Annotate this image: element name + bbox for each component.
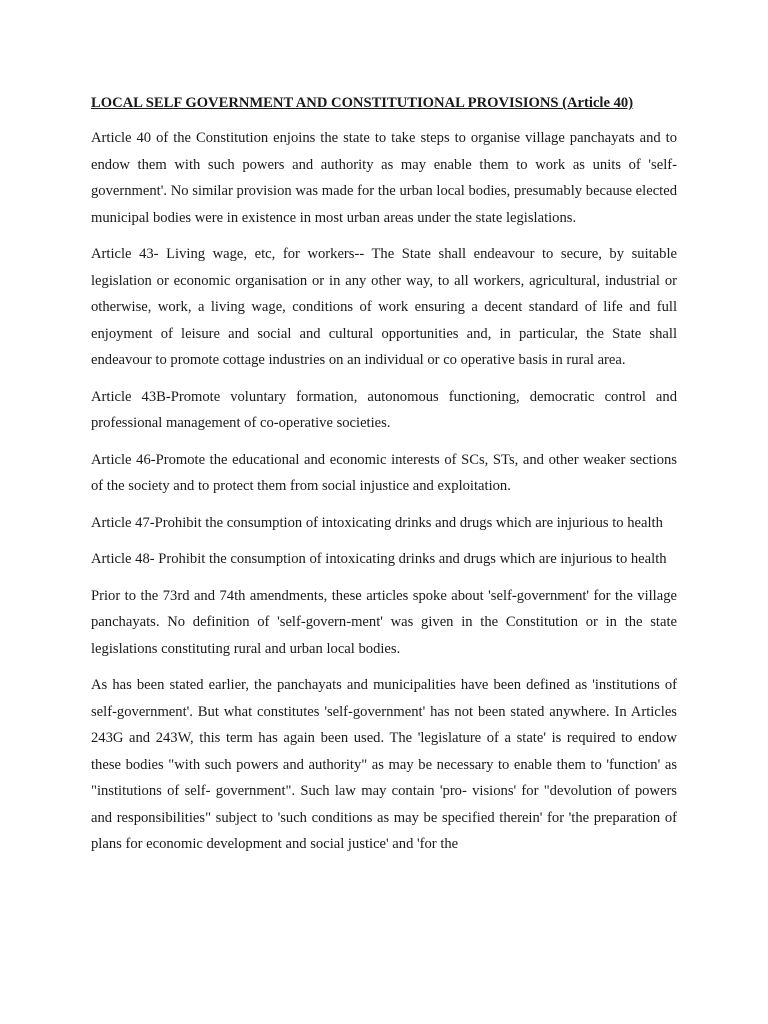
paragraph-article-40: Article 40 of the Constitution enjoins the state to take steps to organise village panchayats and to endow them with such powers and authority as may enable them to work as units of 'self-government'. No similar provision was made for the urban local bodies, presumably because elected municipal bodies were in existence in most urban areas under the state legislations. [91,130,677,226]
document-page [91,93,677,868]
document-title: LOCAL SELF GOVERNMENT AND CONSTITUTIONAL PROVISIONS (Article 40) [91,95,634,111]
paragraph-article-43b: Article 43B-Promote voluntary formation, autonomous functioning, democratic control and professional management of co-operative societies. [91,388,677,431]
paragraph-institutions-self-government: As has been stated earlier, the panchayats and municipalities have been defined as 'institutions of self-government'. But what constitutes 'self-government' has not been stated anywhere. In Articles 243G and 243W, this term has again been used. The 'legislature of a state' is required to endow these bodies "with such powers and authority" as may be necessary to enable them to 'function' as "institutions of self- government". Such law may contain 'pro- visions' for "devolution of powers and responsibilities" subject to 'such conditions as may be specified therein' for 'the preparation of plans for economic development and social justice' and 'for the [91,677,677,852]
paragraph-article-43: Article 43- Living wage, etc, for workers-- The State shall endeavour to secure, by suitable legislation or economic organisation or in any other way, to all workers, agricultural, industrial or otherwise, work, a living wage, conditions of work ensuring a decent standard of life and full enjoyment of leisure and social and cultural opportunities and, in particular, the State shall endeavour to promote cottage industries on an individual or co operative basis in rural area. [91,246,677,368]
paragraph-article-48: Article 48- Prohibit the consumption of intoxicating drinks and drugs which are injurious to health [91,551,667,567]
paragraph-article-46: Article 46-Promote the educational and economic interests of SCs, STs, and other weaker sections of the society and to protect them from social injustice and exploitation. [91,451,677,494]
paragraph-prior-amendments: Prior to the 73rd and 74th amendments, these articles spoke about 'self-government' for the village panchayats. No definition of 'self-govern-ment' was given in the Constitution or in the state legislations constituting rural and urban local bodies. [91,587,677,657]
paragraph-article-47: Article 47-Prohibit the consumption of intoxicating drinks and drugs which are injurious to health [91,514,663,531]
